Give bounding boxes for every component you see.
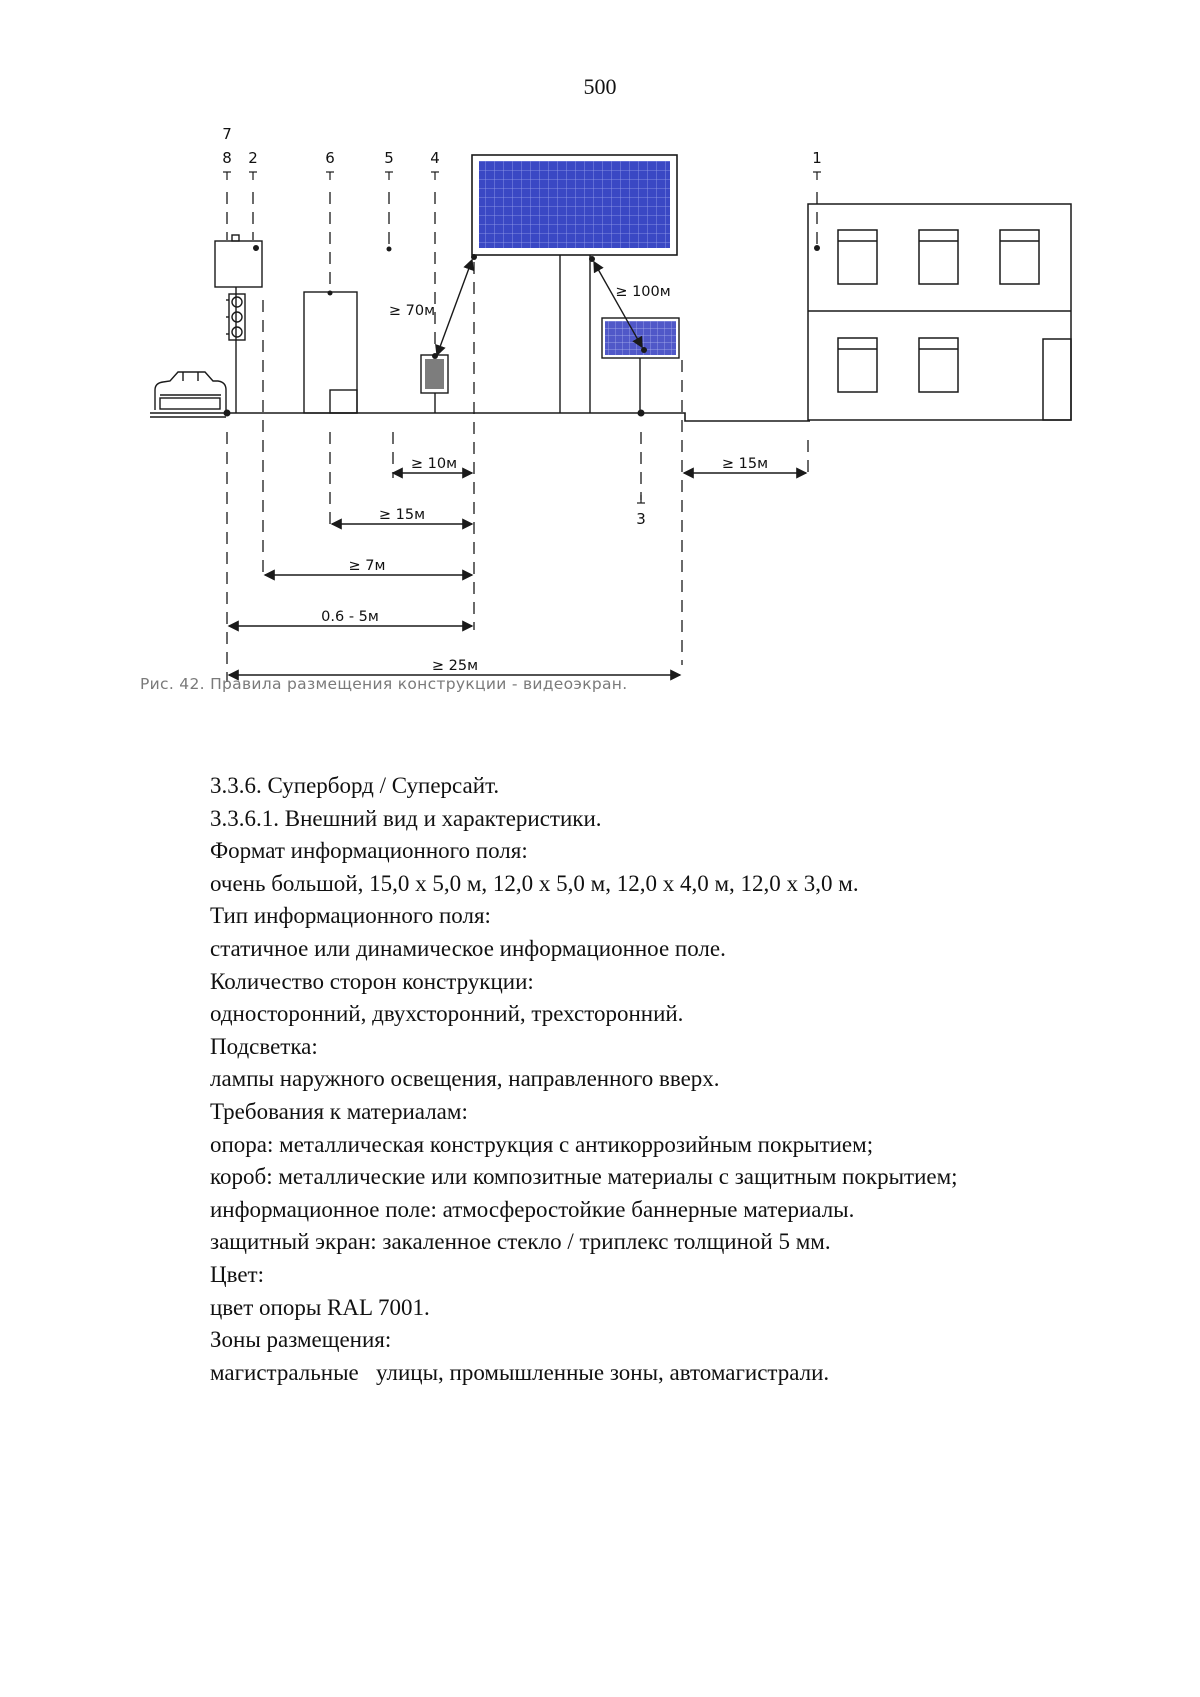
text-line: цвет опоры RAL 7001. <box>210 1294 430 1320</box>
text-line: Подсветка: <box>210 1033 318 1059</box>
dim-label-15m-building: ≥ 15м <box>721 456 769 472</box>
text-line: Требования к материалам: <box>210 1098 468 1124</box>
traffic-light-pole <box>215 235 262 413</box>
text-line: 3.3.6.1. Внешний вид и характеристики. <box>210 805 602 831</box>
text-line: Зоны размещения: <box>210 1327 392 1353</box>
text-line: Цвет: <box>210 1261 264 1287</box>
text-line: защитный экран: закаленное стекло / триплекс толщиной 5 мм. <box>210 1229 831 1255</box>
dashed-guides <box>227 192 817 682</box>
text-line: статичное или динамическое информационное поле. <box>210 935 726 961</box>
marker-3: 3 <box>636 510 646 528</box>
dim-label-0-6-5m: 0.6 - 5м <box>321 609 379 625</box>
dim-label-70m: ≥ 70м <box>388 303 436 319</box>
dim-label-25m: ≥ 25м <box>431 658 479 674</box>
dim-label-100m: ≥ 100м <box>615 284 671 300</box>
text-line: короб: металлические или композитные материалы с защитным покрытием; <box>210 1164 958 1190</box>
text-line: магистральные улицы, промышленные зоны, автомагистрали. <box>210 1359 830 1385</box>
dimension-lines <box>229 473 806 675</box>
marker-7: 7 <box>222 125 232 143</box>
marker-8: 8 <box>222 149 232 167</box>
text-line: Количество сторон конструкции: <box>210 968 534 994</box>
text-line: Тип информационного поля: <box>210 903 491 929</box>
text-line: очень большой, 15,0 х 5,0 м, 12,0 х 5,0 м, 12,0 х 4,0 м, 12,0 х 3,0 м. <box>210 870 859 896</box>
marker-2: 2 <box>248 149 258 167</box>
dim-label-10m: ≥ 10м <box>410 456 458 472</box>
video-screen-small <box>602 318 679 413</box>
marker-5: 5 <box>384 149 394 167</box>
text-line: односторонний, двухсторонний, трехсторонний. <box>210 1001 684 1027</box>
text-line: лампы наружного освещения, направленного вверх. <box>210 1066 720 1092</box>
text-line: информационное поле: атмосферостойкие баннерные материалы. <box>210 1196 855 1222</box>
kiosk <box>304 292 357 413</box>
placement-diagram <box>0 0 1200 720</box>
text-line: опора: металлическая конструкция с антикоррозийным покрытием; <box>210 1131 874 1157</box>
marker-6: 6 <box>325 149 335 167</box>
ground-line <box>150 413 810 421</box>
building <box>808 204 1071 420</box>
marker-1: 1 <box>812 149 822 167</box>
text-line: 3.3.6. Супербoрд / Суперсайт. <box>210 773 500 798</box>
car-icon <box>155 372 226 410</box>
document-body <box>210 770 1170 1389</box>
figure-caption: Рис. 42. Правила размещения конструкции - видеоэкран. <box>140 675 628 693</box>
marker-4: 4 <box>430 149 440 167</box>
text-line: Формат информационного поля: <box>210 838 528 864</box>
page-number: 500 <box>583 74 617 99</box>
dim-label-7m: ≥ 7м <box>348 558 386 574</box>
dim-label-15m-kiosk: ≥ 15м <box>378 507 426 523</box>
